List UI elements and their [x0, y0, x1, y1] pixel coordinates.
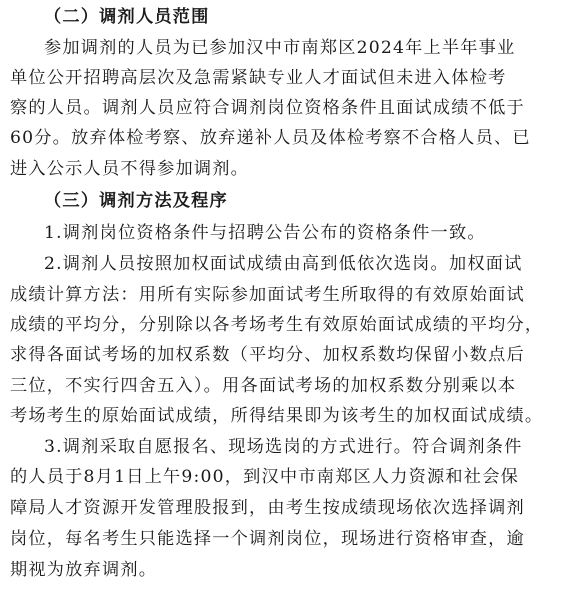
- paragraph-line: 求得各面试考场的加权系数（平均分、加权系数均保留小数点后: [10, 345, 525, 365]
- paragraph-line: 察的人员。调剂人员应符合调剂岗位资格条件且面试成绩不低于: [10, 98, 525, 118]
- paragraph-line: 成绩计算方法：用所有实际参加面试考生所取得的有效原始面试: [10, 285, 525, 305]
- paragraph-line: 的人员于8月1日上午9:00，到汉中市南郑区人力资源和社会保: [10, 467, 519, 487]
- paragraph-line: 障局人才资源开发管理股报到，由考生按成绩现场依次选择调剂: [10, 498, 525, 518]
- paragraph-line: 60分。放弃体检考察、放弃递补人员及体检考察不合格人员、已: [10, 128, 531, 148]
- paragraph-line: 单位公开招聘高层次及急需紧缺专业人才面试但未进入体检考: [10, 68, 507, 88]
- paragraph-line: 三位，不实行四舍五入）。用各面试考场的加权系数分别乘以本: [10, 376, 517, 396]
- paragraph-line: 3.调剂采取自愿报名、现场选岗的方式进行。符合调剂条件: [44, 437, 523, 457]
- paragraph-line: 考场考生的原始面试成绩，所得结果即为该考生的加权面试成绩。: [10, 406, 544, 426]
- paragraph-line: 1.调剂岗位资格条件与招聘公告公布的资格条件一致。: [44, 223, 486, 243]
- paragraph-line: 进入公示人员不得参加调剂。: [10, 159, 250, 179]
- section-heading-method-procedure: （三）调剂方法及程序: [44, 191, 228, 211]
- paragraph-line: 2.调剂人员按照加权面试成绩由高到低依次选岗。加权面试: [44, 254, 523, 274]
- paragraph-line: 期视为放弃调剂。: [10, 560, 158, 580]
- paragraph-line: 成绩的平均分，分别除以各考场考生有效原始面试成绩的平均分，: [10, 315, 544, 335]
- paragraph-line: 参加调剂的人员为已参加汉中市南郑区2024年上半年事业: [44, 38, 516, 58]
- paragraph-line: 岗位，每名考生只能选择一个调剂岗位，现场进行资格审查，逾: [10, 529, 525, 549]
- section-heading-personnel-scope: （二）调剂人员范围: [44, 7, 210, 27]
